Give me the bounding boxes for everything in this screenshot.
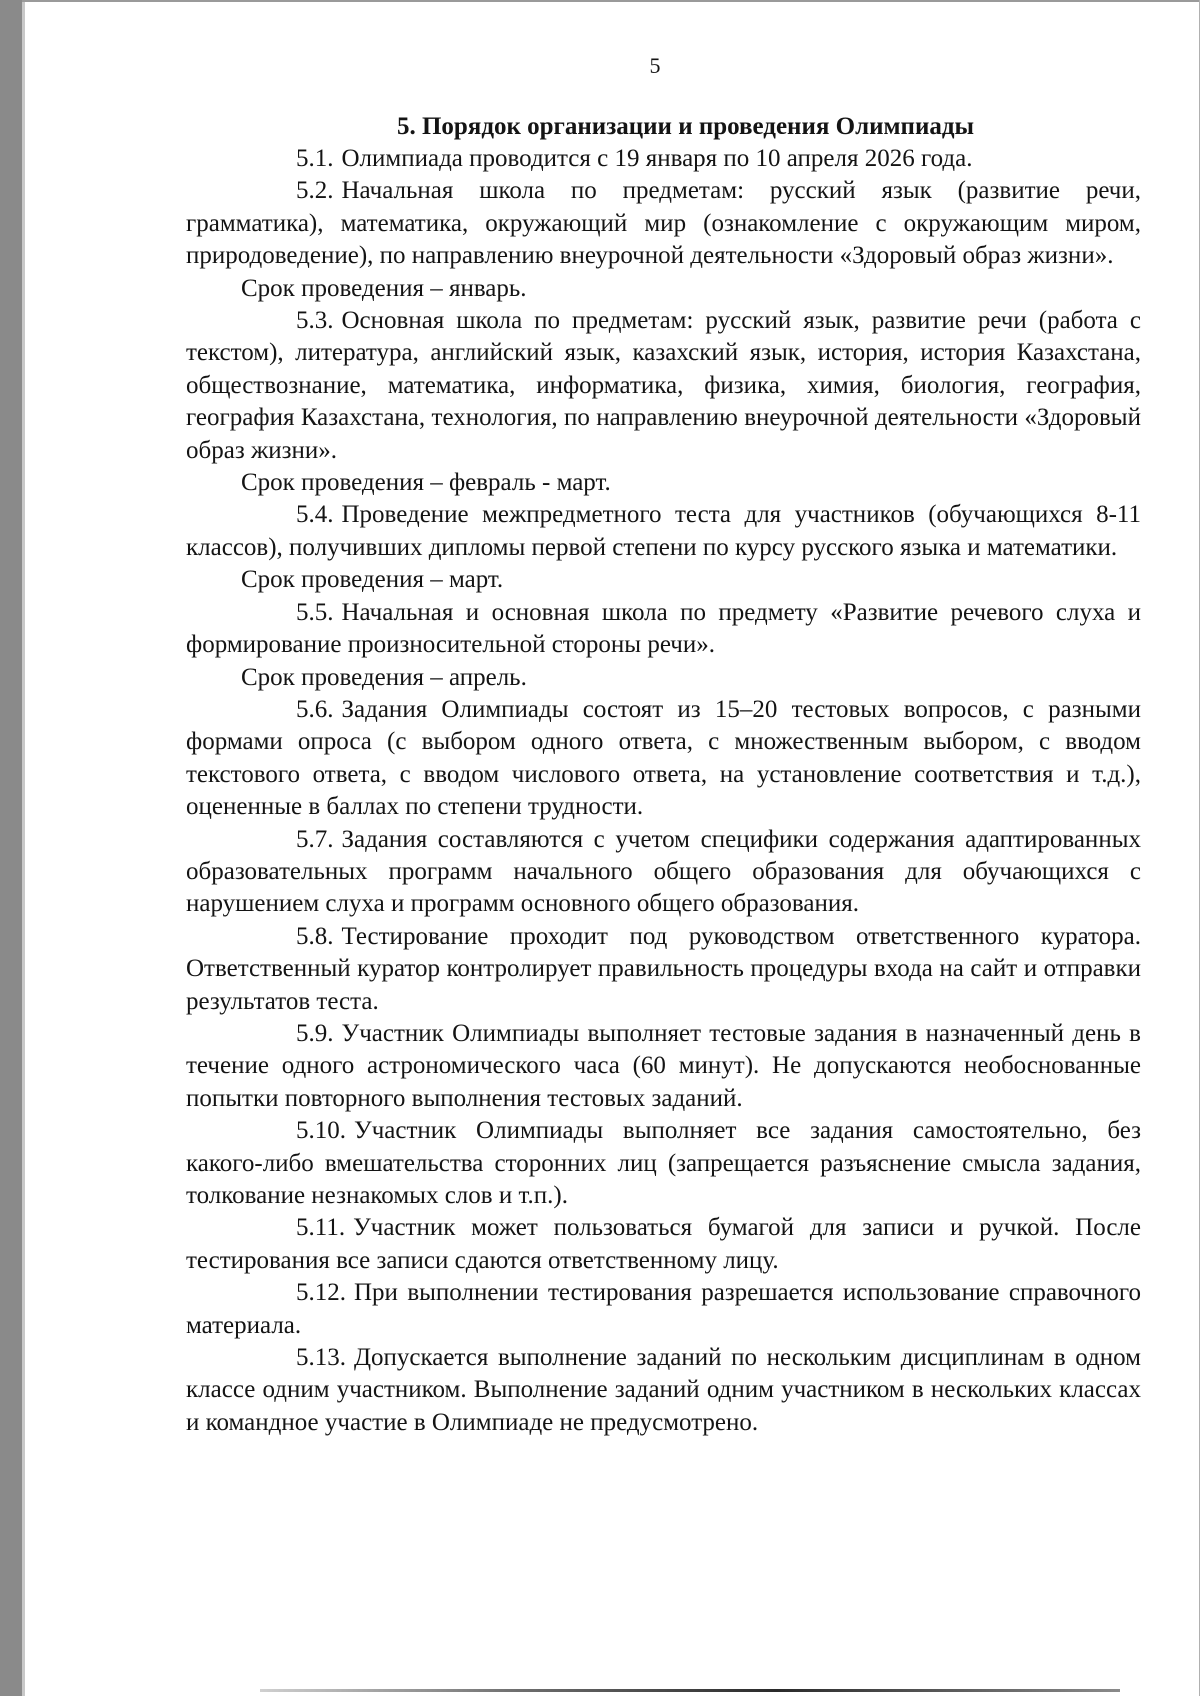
paragraph-number: 5.8. <box>296 922 334 950</box>
scan-border-bottom <box>260 1689 1120 1692</box>
paragraph-deadline <box>186 467 1141 499</box>
paragraph-number: 5.5. <box>296 598 334 626</box>
paragraph-text: Срок проведения – апрель. <box>241 663 527 691</box>
paragraph-number: 5.11. <box>296 1214 346 1242</box>
paragraph-5-7 <box>186 824 1141 921</box>
paragraph-text: Участник может пользоваться бумагой для записи и ручкой. После тестирования все записи сдаются ответственному лицу. <box>186 1214 1141 1274</box>
scan-border-left-shadow <box>22 0 25 1696</box>
paragraph-deadline <box>186 273 1141 305</box>
paragraph-text: Срок проведения – март. <box>241 566 504 594</box>
paragraph-number: 5.6. <box>296 695 334 723</box>
scan-border-top <box>22 0 1200 2</box>
paragraph-text: Задания Олимпиады состоят из 15–20 тестовых вопросов, с разными формами опроса (с выбором одного ответа, с множественным выбором, с вводом текстового ответа, с вводом числового ответа, на установление соответствия и т.д.), оцененные в баллах по степени трудности. <box>186 695 1141 821</box>
paragraph-5-10 <box>186 1115 1141 1212</box>
paragraph-5-8 <box>186 921 1141 1018</box>
scan-border-left <box>0 0 22 1696</box>
paragraph-deadline <box>186 662 1141 694</box>
paragraph-deadline <box>186 564 1141 596</box>
paragraph-5-3 <box>186 305 1141 467</box>
paragraph-text: Задания составляются с учетом специфики содержания адаптированных образовательных программ начального общего образования для обучающихся с нарушением слуха и программ основного общего образования. <box>186 825 1141 918</box>
paragraph-text: Олимпиада проводится с 19 января по 10 апреля 2026 года. <box>341 145 973 172</box>
page-number: 5 <box>649 53 661 78</box>
paragraph-number: 5.10. <box>296 1117 346 1145</box>
paragraph-number: 5.4. <box>296 501 334 529</box>
paragraph-number: 5.3. <box>296 307 334 335</box>
paragraph-5-6 <box>186 694 1141 824</box>
paragraph-text: Основная школа по предметам: русский язык, развитие речи (работа с текстом), литература, английский язык, казахский язык, история, история Казахстана, обществознание, математика, информатика, физика, химия, биология, география, география Казахстана, технология, по направлению внеурочной деятельности «Здоровый образ жизни». <box>186 307 1141 464</box>
paragraph-text: При выполнении тестирования разрешается использование справочного материала. <box>186 1279 1141 1339</box>
paragraph-5-12 <box>186 1277 1141 1342</box>
paragraph-number: 5.1. <box>296 145 334 172</box>
paragraph-text: Тестирование проходит под руководством ответственного куратора. Ответственный куратор контролирует правильность процедуры входа на сайт и отправки результатов теста. <box>186 922 1141 1015</box>
paragraph-text: Участник Олимпиады выполняет тестовые задания в назначенный день в течение одного астрономического часа (60 минут). Не допускаются необоснованные попытки повторного выполнения тестовых заданий. <box>186 1019 1141 1112</box>
section-title: 5. Порядок организации и проведения Олимпиады <box>396 113 975 140</box>
paragraph-text: Участник Олимпиады выполняет все задания самостоятельно, без какого-либо вмешательства сторонних лиц (запрещается разъяснение смысла задания, толкование незнакомых слов и т.п.). <box>186 1117 1141 1209</box>
paragraph-number: 5.12. <box>296 1279 346 1307</box>
paragraph-5-2 <box>186 175 1141 272</box>
paragraph-5-9 <box>186 1018 1141 1115</box>
paragraph-number: 5.13. <box>296 1344 346 1372</box>
paragraph-number: 5.2. <box>296 177 334 205</box>
paragraph-text: Срок проведения – январь. <box>241 274 527 302</box>
paragraph-number: 5.9. <box>296 1019 334 1047</box>
paragraph-text: Допускается выполнение заданий по нескольким дисциплинам в одном классе одним участником. Выполнение заданий одним участником в нескольких классах и командное участие в Олимпиаде не предусмотрено. <box>186 1344 1141 1436</box>
paragraph-5-4 <box>186 499 1141 564</box>
paragraph-text: Срок проведения – февраль - март. <box>241 469 611 497</box>
document-body <box>186 111 1141 1439</box>
paragraph-5-11 <box>186 1212 1141 1277</box>
paragraph-number: 5.7. <box>296 825 334 853</box>
paragraph-5-5 <box>186 597 1141 662</box>
paragraph-text: Начальная школа по предметам: русский язык (развитие речи, грамматика), математика, окружающий мир (ознакомление с окружающим миром, природоведение), по направлению внеурочной деятельности «Здоровый образ жизни». <box>186 177 1141 270</box>
paragraph-text: Начальная и основная школа по предмету «Развитие речевого слуха и формирование произносительной стороны речи». <box>186 598 1141 659</box>
paragraph-text: Проведение межпредметного теста для участников (обучающихся 8-11 классов), получивших дипломы первой степени по курсу русского языка и математики. <box>186 501 1141 561</box>
paragraph-5-13 <box>186 1342 1141 1439</box>
paragraph-5-1 <box>186 143 1141 175</box>
